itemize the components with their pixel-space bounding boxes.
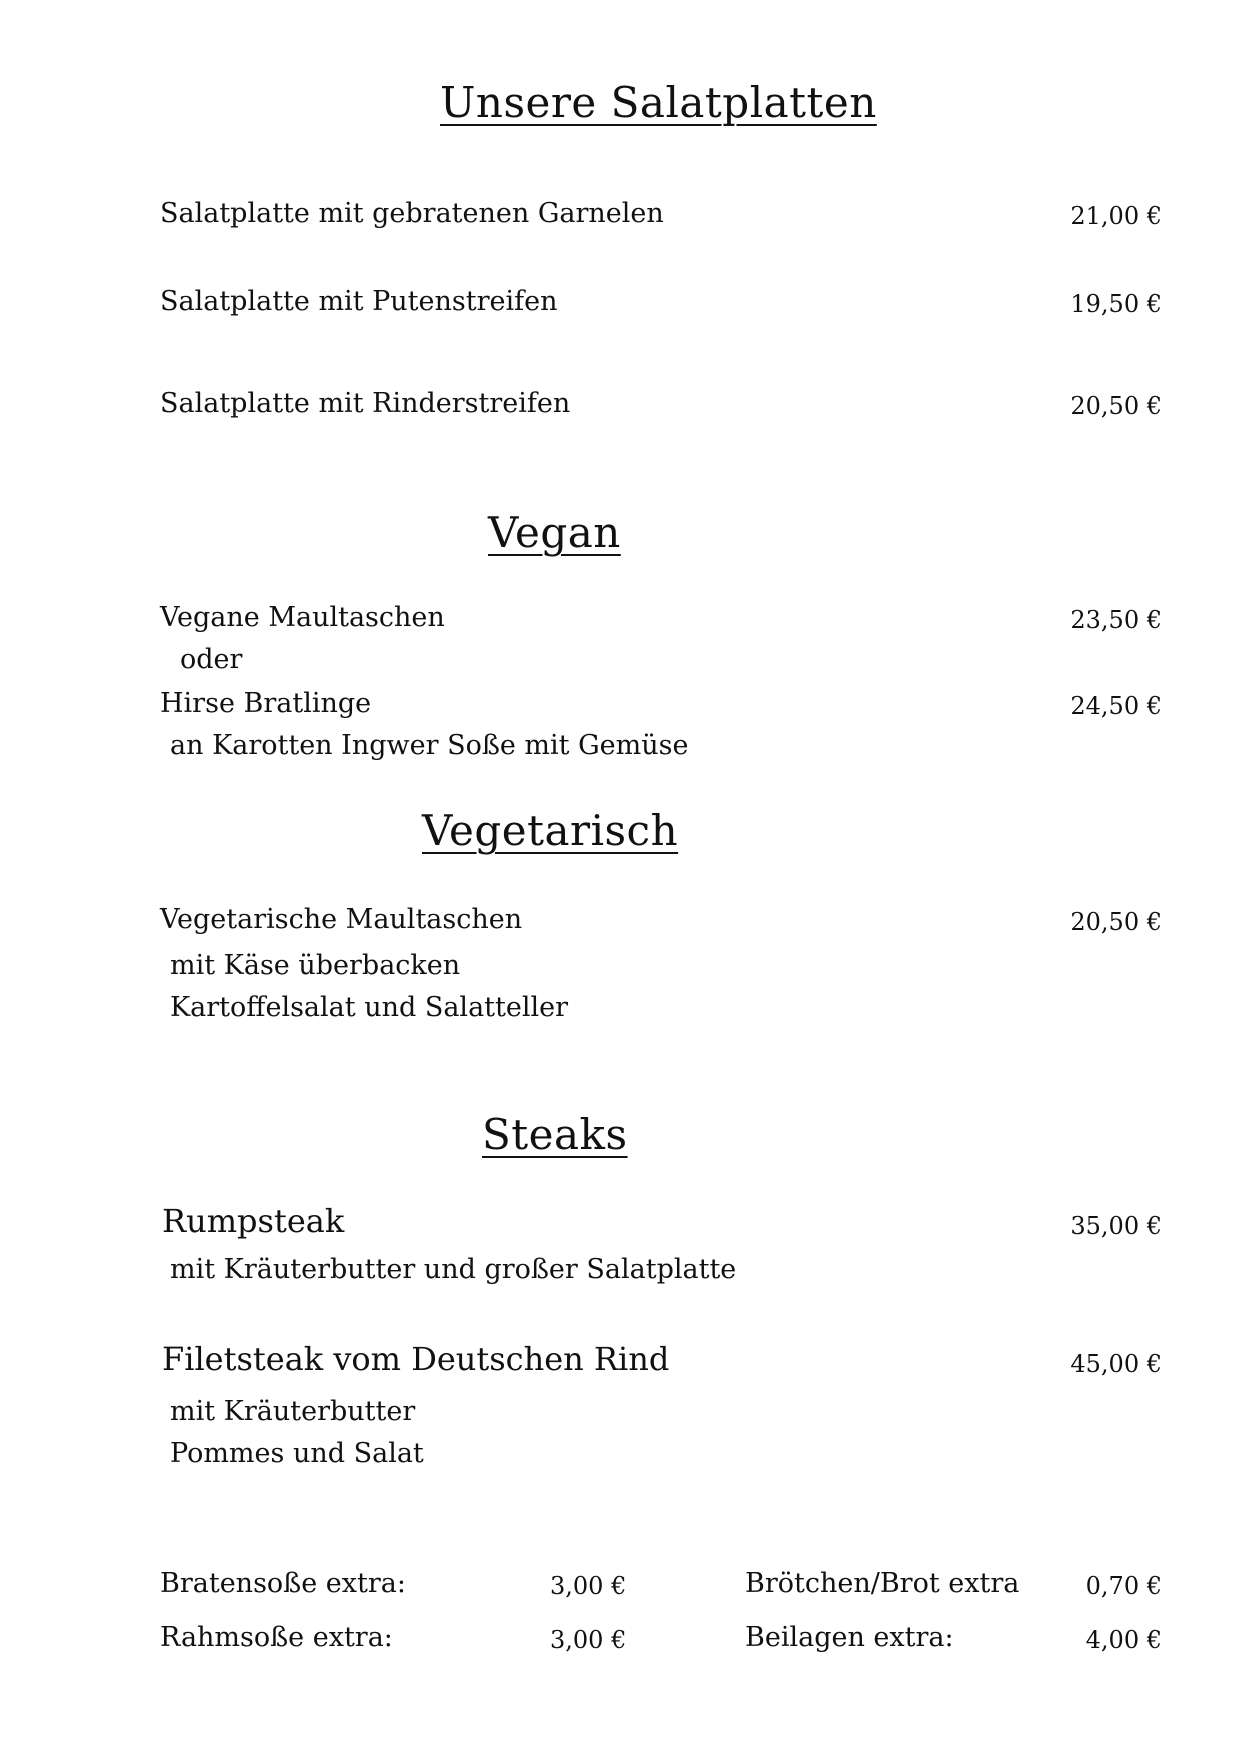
extra-label: Beilagen extra:	[745, 1622, 954, 1653]
menu-item-name: Vegane Maultaschen	[160, 602, 445, 633]
menu-item-description: mit Kräuterbutter	[170, 1396, 416, 1427]
extra-price: 4,00 €	[1085, 1626, 1162, 1654]
extra-price: 3,00 €	[550, 1572, 627, 1600]
menu-item-connector: oder	[180, 644, 243, 675]
extra-label: Bratensoße extra:	[160, 1568, 406, 1599]
menu-item-description: Pommes und Salat	[170, 1438, 424, 1469]
extra-price: 3,00 €	[550, 1626, 627, 1654]
menu-item-name: Salatplatte mit gebratenen Garnelen	[160, 198, 664, 229]
menu-item-price: 20,50 €	[1070, 908, 1162, 936]
section-title-steaks: Steaks	[482, 1110, 628, 1159]
menu-item-description: mit Käse überbacken	[170, 950, 461, 981]
menu-item-price: 45,00 €	[1070, 1350, 1162, 1378]
menu-item-description: an Karotten Ingwer Soße mit Gemüse	[170, 730, 689, 761]
menu-item-price: 24,50 €	[1070, 692, 1162, 720]
menu-item-name: Salatplatte mit Rinderstreifen	[160, 388, 571, 419]
menu-item-name: Vegetarische Maultaschen	[160, 904, 523, 935]
menu-item-price: 35,00 €	[1070, 1212, 1162, 1240]
extra-price: 0,70 €	[1085, 1572, 1162, 1600]
menu-item-price: 23,50 €	[1070, 606, 1162, 634]
menu-item-price: 21,00 €	[1070, 202, 1162, 230]
menu-item-name: Salatplatte mit Putenstreifen	[160, 286, 558, 317]
menu-item-price: 20,50 €	[1070, 392, 1162, 420]
extra-label: Rahmsoße extra:	[160, 1622, 393, 1653]
section-title-vegetarisch: Vegetarisch	[422, 806, 679, 855]
menu-item-name: Hirse Bratlinge	[160, 688, 372, 719]
menu-item-name: Rumpsteak	[162, 1202, 345, 1240]
extra-label: Brötchen/Brot extra	[745, 1568, 1020, 1599]
menu-item-description: Kartoffelsalat und Salatteller	[170, 992, 568, 1023]
menu-item-price: 19,50 €	[1070, 290, 1162, 318]
section-title-salatplatten: Unsere Salatplatten	[440, 78, 877, 127]
menu-item-name: Filetsteak vom Deutschen Rind	[162, 1340, 670, 1378]
section-title-vegan: Vegan	[488, 508, 621, 557]
menu-item-description: mit Kräuterbutter und großer Salatplatte	[170, 1254, 737, 1285]
